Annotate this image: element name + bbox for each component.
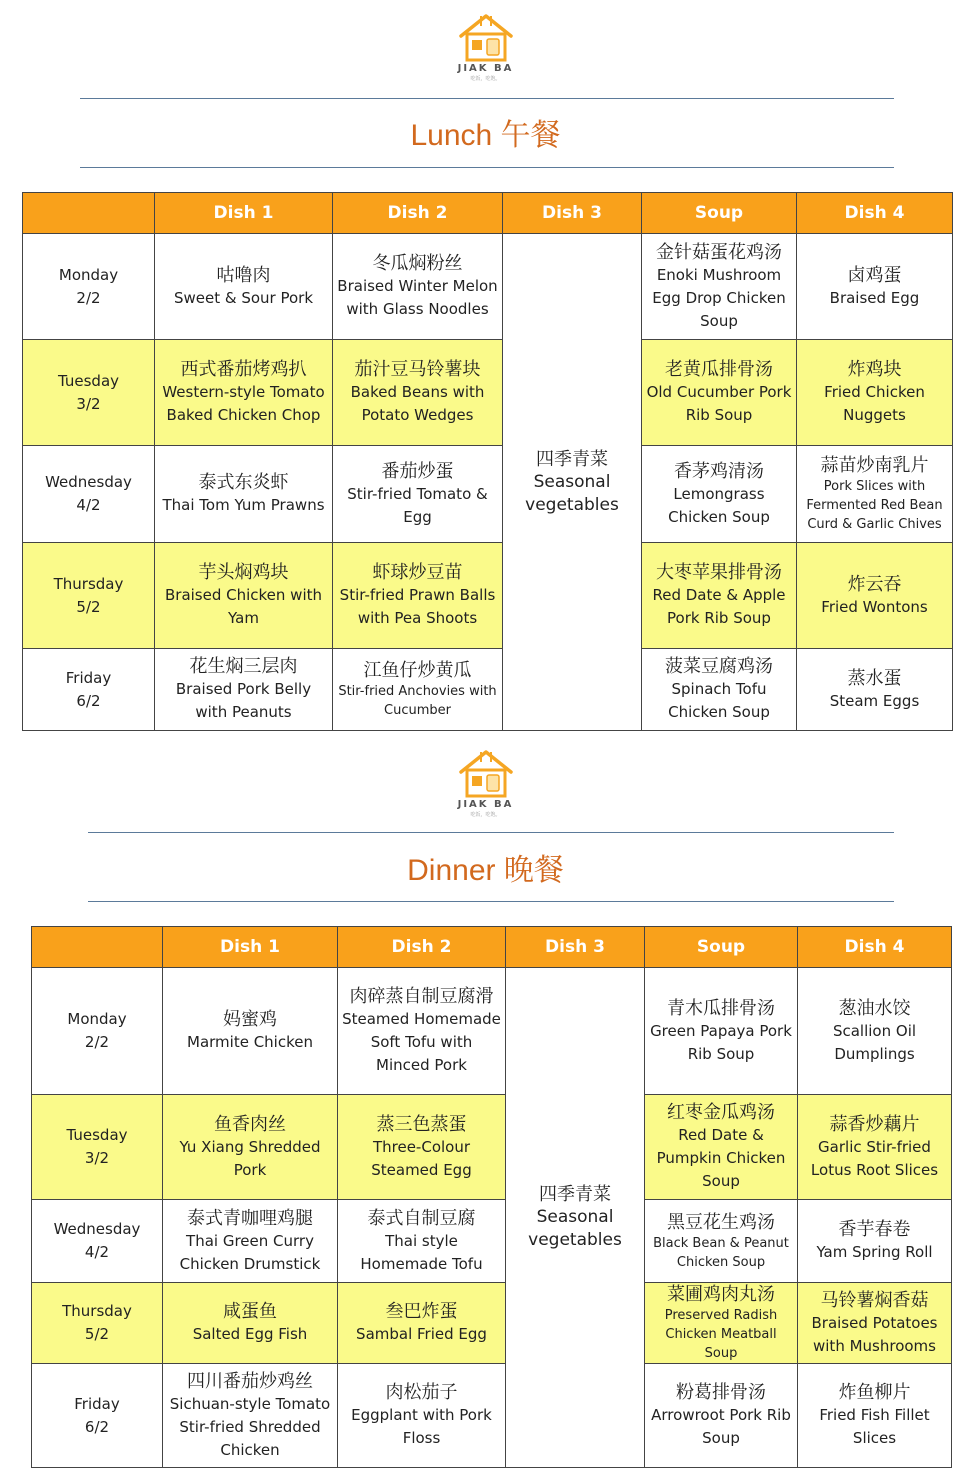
table-row (32, 1200, 952, 1283)
day-name: Tuesday (66, 1126, 128, 1144)
day-date: 6/2 (76, 691, 101, 710)
dish-cn: 肉松茄子 (385, 1382, 458, 1403)
dish-en: Red Date & Pumpkin Chicken Soup (656, 1126, 786, 1190)
dish-cn: 花生焖三层肉 (189, 656, 298, 677)
dish-cn: 香茅鸡清汤 (674, 460, 764, 482)
dish2-cell (333, 543, 503, 649)
day-name: Wednesday (45, 473, 132, 491)
soup-cell (645, 1200, 798, 1283)
day-date: 3/2 (76, 394, 101, 413)
day-name: Wednesday (53, 1220, 141, 1238)
table-row (23, 234, 953, 340)
dish4-cell (798, 1095, 952, 1200)
dish-cn: 菜圃鸡肉丸汤 (667, 1284, 775, 1305)
dish-en: Stir-fried Tomato & Egg (347, 484, 488, 526)
header-dish4: Dish 4 (798, 927, 952, 968)
dish-cn: 泰式青咖哩鸡腿 (187, 1207, 313, 1229)
dish4-cell (797, 340, 953, 446)
dish-en: Thai Tom Yum Prawns (162, 496, 325, 514)
dish-en: Pork Slices with Fermented Red Bean Curd & Garlic Chives (806, 479, 943, 532)
dish2-cell (333, 446, 503, 543)
dish4-cell (797, 234, 953, 340)
dish-en: Sambal Fried Egg (356, 1325, 487, 1343)
day-date: 4/2 (76, 496, 101, 514)
dish-en: Braised Potatoes with Mushrooms (811, 1313, 938, 1355)
soup-cell (645, 1364, 798, 1468)
day-name: Friday (65, 668, 112, 687)
dish-en: Braised Winter Melon with Glass Noodles (337, 277, 498, 318)
dish-en: Western-style Tomato Baked Chicken Chop (162, 383, 325, 424)
dish3-cell (506, 968, 645, 1468)
day-name: Monday (58, 265, 119, 284)
header-dish3: Dish 3 (503, 193, 642, 234)
table-header-row (32, 927, 952, 968)
dish-en: Seasonal vegetables (525, 471, 619, 515)
dish-en: Marmite Chicken (187, 1033, 313, 1051)
dish1-cell (155, 234, 333, 340)
table-row (32, 1095, 952, 1200)
dish-cn: 黑豆花生鸡汤 (667, 1211, 775, 1233)
dish-en: Fried Wontons (821, 597, 928, 616)
table-row (23, 543, 953, 649)
day-cell (23, 340, 155, 446)
dish-en: Fried Fish Fillet Slices (819, 1406, 930, 1447)
dish-en: Scallion Oil Dumplings (832, 1021, 917, 1063)
day-name: Monday (67, 1010, 127, 1028)
dish1-cell (163, 968, 338, 1095)
day-name: Thursday (53, 574, 124, 593)
dish-en: Arrowroot Pork Rib Soup (651, 1406, 791, 1447)
dish-cn: 四季青菜 (536, 448, 608, 470)
dish-en: Thai style Homemade Tofu (360, 1231, 483, 1273)
dish-en: Old Cucumber Pork Rib Soup (646, 383, 792, 424)
dish-en: Stir-fried Prawn Balls with Pea Shoots (339, 586, 496, 627)
soup-cell (642, 543, 797, 649)
soup-cell (642, 446, 797, 543)
divider (80, 98, 894, 99)
brand-logo (0, 12, 971, 82)
day-cell (23, 649, 155, 731)
dish-cn: 肉碎蒸自制豆腐滑 (349, 986, 494, 1007)
day-date: 5/2 (84, 1325, 110, 1343)
dish2-cell (338, 1283, 506, 1364)
dish-en: Red Date & Apple Pork Rib Soup (652, 586, 786, 627)
dish-cn: 泰式东炎虾 (198, 472, 289, 493)
dish4-cell (797, 543, 953, 649)
dish-en: Three-Colour Steamed Egg (371, 1137, 472, 1179)
dish-en: Preserved Radish Chicken Meatball Soup (664, 1308, 778, 1361)
dish-cn: 葱油水饺 (838, 997, 911, 1019)
dish-cn: 卤鸡蛋 (847, 264, 902, 286)
dish4-cell (797, 649, 953, 731)
dish-cn: 咕噜肉 (216, 264, 271, 286)
dish-cn: 鱼香肉丝 (214, 1113, 286, 1135)
dish-en: Sichuan-style Tomato Stir-fried Shredded Chicken (169, 1394, 331, 1459)
day-cell (23, 446, 155, 543)
dish-en: Spinach Tofu Chicken Soup (668, 680, 770, 721)
dish-en: Black Bean & Peanut Chicken Soup (653, 1235, 789, 1270)
day-date: 3/2 (84, 1149, 110, 1167)
dish-cn: 蒜香炒藕片 (829, 1113, 920, 1135)
dish-cn: 金针菇蛋花鸡汤 (656, 241, 782, 263)
table-row (32, 1364, 952, 1468)
dish-cn: 蒸水蛋 (847, 667, 902, 689)
dish2-cell (333, 234, 503, 340)
dish-cn: 粉葛排骨汤 (676, 1382, 766, 1403)
day-cell (23, 543, 155, 649)
dinner-menu-table (31, 926, 952, 1468)
dish-cn: 泰式自制豆腐 (367, 1207, 476, 1229)
dish-cn: 老黄瓜排骨汤 (665, 359, 773, 380)
dish-cn: 妈蜜鸡 (223, 1009, 277, 1030)
dish-en: Green Papaya Pork Rib Soup (650, 1021, 792, 1063)
dish-cn: 芋头焖鸡块 (198, 562, 289, 583)
dish1-cell (155, 543, 333, 649)
day-date: 2/2 (84, 1033, 110, 1051)
dish1-cell (163, 1283, 338, 1364)
brand-name: JIAK BA (457, 799, 514, 810)
dish-en: Steamed Homemade Soft Tofu with Minced Pork (342, 1010, 501, 1074)
day-cell (23, 234, 155, 340)
dish1-cell (155, 649, 333, 731)
soup-cell (645, 1283, 798, 1364)
dish2-cell (333, 340, 503, 446)
dish-cn: 四川番茄炒鸡丝 (187, 1370, 313, 1392)
lunch-title: Lunch 午餐 (410, 119, 561, 152)
day-name: Thursday (62, 1302, 132, 1320)
dish-en: Eggplant with Pork Floss (351, 1406, 492, 1447)
dish-en: Yu Xiang Shredded Pork (179, 1137, 321, 1179)
dish-en: Yam Spring Roll (816, 1243, 933, 1261)
dish4-cell (798, 1364, 952, 1468)
dish-cn: 茄汁豆马铃薯块 (354, 359, 481, 380)
header-dish1: Dish 1 (163, 927, 338, 968)
header-soup: Soup (642, 193, 797, 234)
dish-cn: 红枣金瓜鸡汤 (667, 1102, 775, 1123)
header-dish2: Dish 2 (333, 193, 503, 234)
soup-cell (645, 1095, 798, 1200)
day-cell (32, 1200, 163, 1283)
dish2-cell (333, 649, 503, 731)
divider (88, 901, 894, 902)
dish-cn: 咸蛋鱼 (223, 1301, 277, 1322)
dish1-cell (155, 340, 333, 446)
header-blank (23, 193, 155, 234)
dish4-cell (797, 446, 953, 543)
house-logo-icon (457, 12, 515, 62)
lunch-menu-table (22, 192, 953, 731)
dish-cn: 四季青菜 (539, 1184, 611, 1205)
dish-cn: 炸云吞 (847, 573, 902, 595)
dish4-cell (798, 1283, 952, 1364)
day-date: 4/2 (84, 1243, 110, 1261)
dish-cn: 炸鱼柳片 (838, 1382, 911, 1403)
dish1-cell (163, 1095, 338, 1200)
divider (88, 832, 894, 833)
dish2-cell (338, 1364, 506, 1468)
soup-cell (642, 340, 797, 446)
table-header-row (23, 193, 953, 234)
day-cell (32, 968, 163, 1095)
header-dish4: Dish 4 (797, 193, 953, 234)
header-blank (32, 927, 163, 968)
table-row (23, 446, 953, 543)
header-soup: Soup (645, 927, 798, 968)
dish-en: Seasonal vegetables (528, 1207, 622, 1250)
day-date: 5/2 (76, 597, 101, 616)
dish1-cell (163, 1364, 338, 1468)
table-row (32, 1283, 952, 1364)
dish-cn: 番茄炒蛋 (381, 460, 454, 482)
house-logo-icon (457, 748, 515, 798)
dish-cn: 冬瓜焖粉丝 (372, 253, 463, 274)
dish-en: Braised Egg (829, 288, 920, 307)
dish-en: Fried Chicken Nuggets (824, 383, 925, 424)
dish-cn: 虾球炒豆苗 (372, 562, 463, 583)
dinner-title: Dinner 晚餐 (407, 854, 564, 887)
brand-tagline: 吃饭，吃饱。 (470, 76, 501, 82)
day-name: Tuesday (57, 371, 120, 390)
dish2-cell (338, 1200, 506, 1283)
dish-en: Baked Beans with Potato Wedges (350, 383, 485, 424)
dish4-cell (798, 968, 952, 1095)
dish-en: Lemongrass Chicken Soup (668, 484, 770, 526)
day-cell (32, 1283, 163, 1364)
table-row (23, 340, 953, 446)
brand-name: JIAK BA (457, 63, 514, 74)
dish-en: Stir-fried Anchovies with Cucumber (338, 684, 497, 718)
dish-cn: 蒸三色蒸蛋 (376, 1113, 467, 1135)
day-name: Friday (74, 1394, 120, 1413)
dish-en: Braised Pork Belly with Peanuts (175, 680, 312, 721)
dish1-cell (163, 1200, 338, 1283)
header-dish2: Dish 2 (338, 927, 506, 968)
header-dish1: Dish 1 (155, 193, 333, 234)
dish-cn: 菠菜豆腐鸡汤 (665, 656, 773, 677)
dish-cn: 江鱼仔炒黄瓜 (363, 660, 472, 681)
dish-en: Braised Chicken with Yam (164, 586, 323, 627)
day-cell (32, 1095, 163, 1200)
brand-logo (0, 748, 971, 818)
dish-en: Enoki Mushroom Egg Drop Chicken Soup (652, 265, 786, 330)
dish4-cell (798, 1200, 952, 1283)
dish-cn: 炸鸡块 (847, 359, 902, 380)
day-date: 6/2 (84, 1417, 110, 1436)
dish-cn: 叁巴炸蛋 (385, 1301, 458, 1322)
soup-cell (642, 234, 797, 340)
table-row (23, 649, 953, 731)
brand-tagline: 吃饭，吃饱。 (470, 812, 501, 818)
dish-cn: 西式番茄烤鸡扒 (180, 359, 307, 380)
dish-en: Salted Egg Fish (192, 1325, 308, 1343)
dish-cn: 青木瓜排骨汤 (667, 997, 775, 1019)
soup-cell (645, 968, 798, 1095)
day-date: 2/2 (76, 288, 101, 307)
dish-en: Steam Eggs (829, 691, 920, 710)
dish1-cell (155, 446, 333, 543)
dish-cn: 马铃薯焖香菇 (820, 1289, 929, 1311)
soup-cell (642, 649, 797, 731)
dish-cn: 大枣苹果排骨汤 (656, 562, 782, 583)
dish-en: Garlic Stir-fried Lotus Root Slices (810, 1137, 939, 1179)
dish3-cell (503, 234, 642, 731)
dish-en: Sweet & Sour Pork (173, 288, 314, 307)
day-cell (32, 1364, 163, 1468)
dish-cn: 香芋春卷 (838, 1219, 911, 1240)
divider (80, 167, 894, 168)
table-row (32, 968, 952, 1095)
dish2-cell (338, 1095, 506, 1200)
dish2-cell (338, 968, 506, 1095)
header-dish3: Dish 3 (506, 927, 645, 968)
dish-cn: 蒜苗炒南乳片 (820, 455, 929, 476)
dish-en: Thai Green Curry Chicken Drumstick (179, 1231, 321, 1273)
